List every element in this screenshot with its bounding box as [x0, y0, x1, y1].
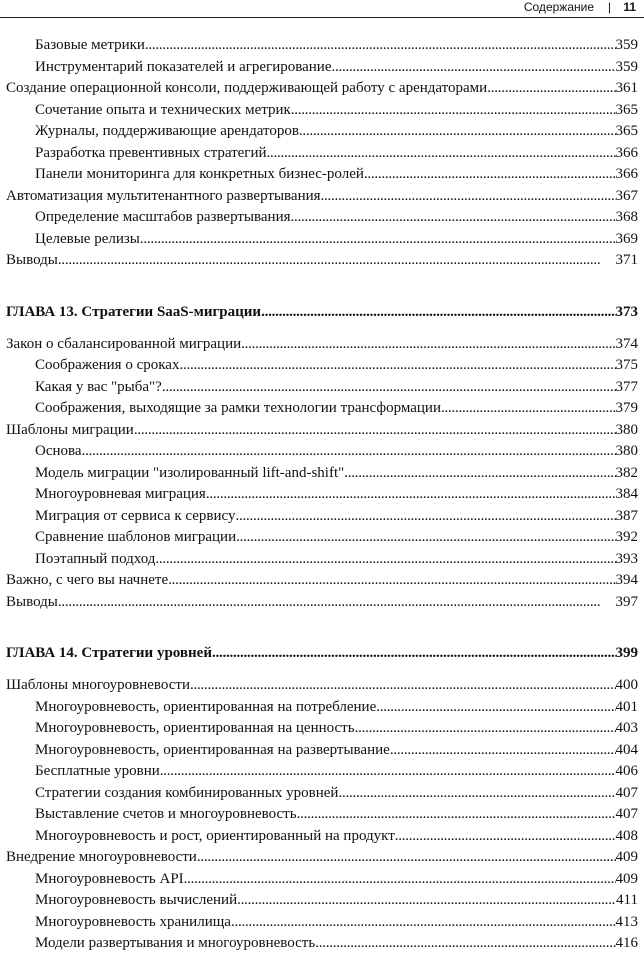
toc-entry-title: Многоуровневость, ориентированная на ценность [35, 720, 355, 736]
dot-leader [190, 675, 616, 697]
toc-entry-page: 359 [615, 37, 638, 53]
toc-entry[interactable] [6, 57, 638, 79]
toc-entry-page: 413 [615, 913, 638, 930]
toc-entry-title: Определение масштабов развертывания [35, 209, 291, 225]
toc-entry[interactable] [6, 484, 638, 506]
toc-entry[interactable] [6, 847, 638, 869]
toc-entry-title: Шаблоны многоуровневости [6, 677, 190, 693]
dot-leader [261, 301, 615, 323]
toc-entry-title: Выводы [6, 252, 58, 268]
chapter-page: 399 [615, 645, 638, 661]
toc-entry-title: Многоуровневость API [35, 870, 184, 887]
toc-entry[interactable] [6, 78, 638, 100]
toc-entry[interactable] [6, 826, 638, 848]
toc-entry-page: 416 [615, 935, 638, 951]
toc-entry-title: Модели развертывания и многоуровневость [35, 935, 316, 951]
dot-leader [487, 78, 615, 100]
dot-leader [297, 804, 616, 826]
toc-entry-page: 409 [615, 849, 638, 865]
dot-leader [267, 143, 616, 165]
toc-entry[interactable] [6, 718, 638, 740]
dot-leader [231, 912, 616, 934]
toc-entry[interactable] [6, 441, 638, 463]
toc-entry[interactable] [6, 933, 638, 955]
toc-entry-title: Сочетание опыта и технических метрик [35, 101, 291, 118]
toc-entry-page: 374 [615, 335, 638, 352]
toc-entry[interactable] [6, 783, 638, 805]
toc-entry-title: Многоуровневость, ориентированная на потребление [35, 698, 377, 715]
toc-entry-page: 369 [615, 230, 638, 247]
toc-entry-title: Бесплатные уровни [35, 763, 160, 779]
chapter-title: ГЛАВА 14. Стратегии уровней [6, 645, 212, 661]
toc-entry-page: 382 [615, 464, 638, 481]
toc-entry-title: Миграция от сервиса к сервису [35, 507, 236, 524]
toc-entry[interactable] [6, 890, 638, 912]
toc-entry-page: 365 [615, 123, 638, 139]
toc-entry[interactable] [6, 35, 638, 57]
toc-entry-page: 366 [615, 166, 638, 182]
toc-entry-page: 361 [615, 80, 638, 96]
toc-entry-page: 409 [615, 870, 638, 887]
dot-leader [291, 100, 616, 122]
toc-entry-title: Внедрение многоуровневости [6, 849, 197, 865]
toc-entry-page: 403 [615, 720, 638, 736]
toc-entry-page: 379 [615, 400, 638, 416]
toc-entry[interactable] [6, 355, 638, 377]
dot-leader [441, 398, 616, 420]
toc-entry-page: 397 [615, 593, 638, 610]
toc-entry-title: Базовые метрики [35, 37, 145, 53]
toc-entry-title: Многоуровневость хранилища [35, 913, 231, 930]
dot-leader [321, 186, 616, 208]
toc-entry-page: 401 [615, 698, 638, 715]
toc-entry[interactable] [6, 912, 638, 934]
dot-leader [82, 441, 616, 463]
toc-entry[interactable] [6, 869, 638, 891]
toc-entry-title: Выводы [6, 593, 58, 610]
toc-entry-title: Закон о сбалансированной миграции [6, 335, 242, 352]
dot-leader [237, 890, 616, 912]
toc-entry-page: 359 [615, 58, 638, 75]
toc-entry[interactable] [6, 549, 638, 571]
toc-entry-page: 394 [615, 572, 638, 588]
dot-leader [235, 506, 615, 528]
toc-entry[interactable] [6, 527, 638, 549]
dot-leader [355, 718, 616, 740]
toc-entry-title: Целевые релизы [35, 230, 140, 247]
toc-entry[interactable] [6, 740, 638, 762]
toc-entry-title: Шаблоны миграции [6, 421, 134, 438]
toc-entry[interactable] [6, 186, 638, 208]
toc-entry[interactable] [6, 334, 638, 356]
dot-leader [179, 355, 615, 377]
toc-entry[interactable] [6, 398, 638, 420]
chapter-title: ГЛАВА 13. Стратегии SaaS-миграции [6, 303, 262, 320]
toc-entry-page: 392 [615, 529, 638, 545]
dot-leader [160, 761, 616, 783]
toc-entry-title: Какая у вас "рыба"? [35, 378, 162, 395]
toc-entry-title: Создание операционной консоли, поддерживающей работу с арендаторами [6, 80, 488, 96]
dot-leader [315, 933, 615, 955]
toc-entry-title: Соображения, выходящие за рамки технологии трансформации [35, 400, 441, 416]
toc-entry-title: Многоуровневость, ориентированная на развертывание [35, 741, 390, 758]
dot-leader [140, 229, 616, 251]
toc-entry[interactable] [6, 697, 638, 719]
toc-entry-page: 384 [615, 486, 638, 502]
toc-entry-title: Соображения о сроках [35, 357, 180, 373]
toc-entry[interactable] [6, 592, 638, 614]
toc-chapter-13[interactable] [6, 301, 638, 323]
toc-entry-page: 377 [615, 378, 638, 395]
chapter-page: 373 [615, 303, 638, 320]
toc-entry-page: 368 [615, 209, 638, 225]
toc-entry[interactable] [6, 229, 638, 251]
dot-leader [395, 826, 616, 848]
toc-entry[interactable] [6, 250, 638, 272]
dot-leader [134, 420, 616, 442]
toc-entry-title: Модель миграции "изолированный lift-and-shift" [35, 464, 345, 481]
toc-entry[interactable] [6, 570, 638, 592]
toc-entry[interactable] [6, 420, 638, 442]
dot-leader [376, 697, 615, 719]
dot-leader [338, 783, 615, 805]
toc-entry[interactable] [6, 143, 638, 165]
toc-entry[interactable] [6, 675, 638, 697]
toc-entry-page: 375 [615, 357, 638, 373]
dot-leader [344, 463, 615, 485]
dot-leader [58, 592, 616, 614]
dot-leader [299, 121, 616, 143]
dot-leader [390, 740, 616, 762]
toc-entry-title: Стратегии создания комбинированных уровней [35, 784, 339, 801]
toc-entry-title: Важно, с чего вы начнете [6, 572, 169, 588]
toc-entry-page: 400 [615, 677, 638, 693]
toc-entry[interactable] [6, 463, 638, 485]
toc-entry-page: 387 [615, 507, 638, 524]
toc-entry-title: Панели мониторинга для конкретных бизнес-ролей [35, 166, 364, 182]
toc-entry-title: Основа [35, 443, 82, 459]
dot-leader [168, 570, 615, 592]
toc-entry-page: 366 [615, 144, 638, 161]
dot-leader [241, 334, 615, 356]
toc-entry-title: Многоуровневость и рост, ориентированный на продукт [35, 827, 395, 844]
toc-entry[interactable] [6, 761, 638, 783]
toc-entry-page: 407 [615, 784, 638, 801]
dot-leader [236, 527, 615, 549]
table-of-contents [6, 35, 638, 955]
toc-entry[interactable] [6, 121, 638, 143]
dot-leader [212, 642, 616, 664]
toc-entry-title: Сравнение шаблонов миграции [35, 529, 237, 545]
dot-leader [206, 484, 616, 506]
toc-entry-title: Разработка превентивных стратегий [35, 144, 267, 161]
toc-entry-page: 393 [615, 550, 638, 567]
toc-entry-title: Автоматизация мультитенантного развертывания [6, 187, 321, 204]
toc-entry[interactable] [6, 804, 638, 826]
dot-leader [332, 57, 616, 79]
toc-entry-page: 404 [615, 741, 638, 758]
toc-entry[interactable] [6, 506, 638, 528]
toc-entry[interactable] [6, 164, 638, 186]
toc-entry-title: Журналы, поддерживающие арендаторов [35, 123, 299, 139]
dot-leader [162, 377, 616, 399]
toc-entry-page: 411 [616, 892, 638, 908]
dot-leader [184, 869, 616, 891]
dot-leader [155, 549, 615, 571]
dot-leader [291, 207, 616, 229]
toc-entry-page: 365 [615, 101, 638, 118]
toc-entry-page: 371 [615, 252, 638, 268]
toc-entry-title: Многоуровневость вычислений [35, 892, 238, 908]
toc-entry-title: Многоуровневая миграция [35, 486, 206, 502]
toc-entry-page: 380 [615, 443, 638, 459]
running-header [0, 0, 644, 18]
dot-leader [197, 847, 616, 869]
toc-entry-page: 367 [615, 187, 638, 204]
toc-entry-title: Поэтапный подход [35, 550, 156, 567]
toc-entry-page: 407 [615, 806, 638, 822]
dot-leader [58, 250, 616, 272]
header-section-title: Содержание [523, 0, 594, 14]
header-separator: | [607, 0, 611, 14]
toc-chapter-14[interactable] [6, 642, 638, 664]
toc-entry-page: 408 [615, 827, 638, 844]
toc-entry[interactable] [6, 377, 638, 399]
toc-entry[interactable] [6, 207, 638, 229]
header-page-number: 11 [623, 0, 636, 14]
dot-leader [364, 164, 616, 186]
toc-entry-page: 406 [615, 763, 638, 779]
toc-entry[interactable] [6, 100, 638, 122]
dot-leader [145, 35, 616, 57]
toc-entry-page: 380 [615, 421, 638, 438]
toc-entry-title: Выставление счетов и многоуровневость [35, 806, 297, 822]
toc-entry-title: Инструментарий показателей и агрегирование [35, 58, 332, 75]
